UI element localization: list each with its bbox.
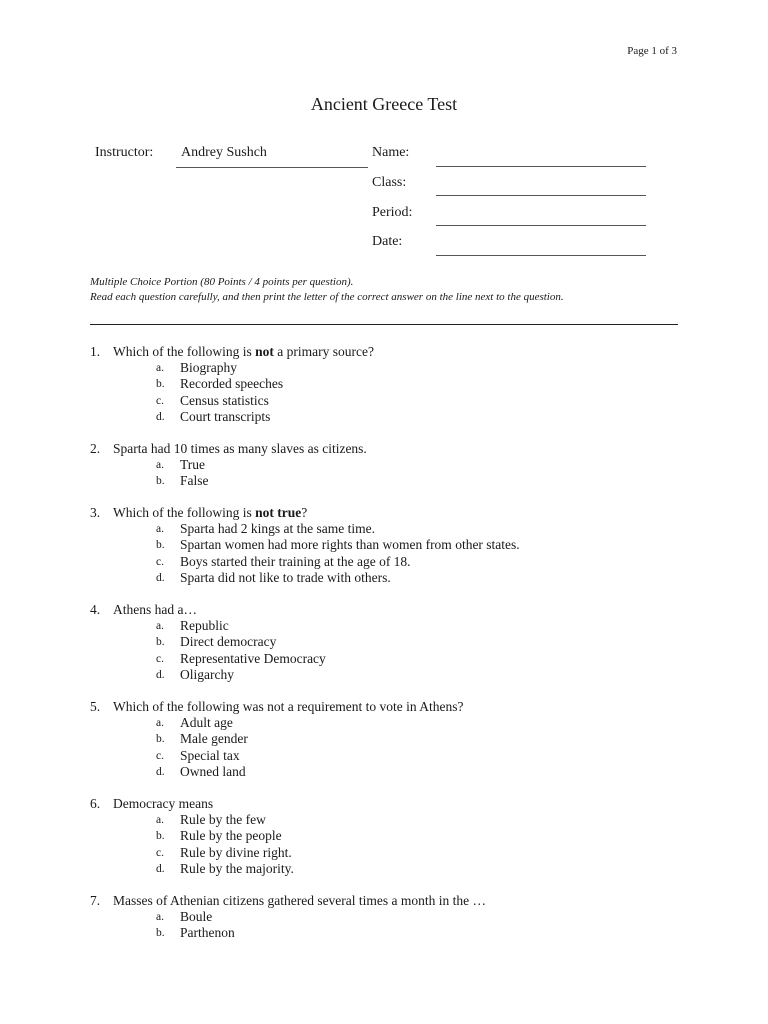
question-number: 4. [90, 602, 101, 617]
answer-option [156, 828, 690, 845]
question-stem [90, 602, 690, 618]
question-4 [90, 602, 690, 684]
option-text: False [180, 473, 209, 488]
question-stem [90, 699, 690, 715]
question-stem [90, 796, 690, 812]
section-divider [90, 324, 678, 325]
option-letter: a. [156, 619, 164, 632]
option-text: Male gender [180, 731, 248, 746]
answer-option [156, 764, 690, 781]
question-list [90, 344, 690, 957]
answer-options [156, 909, 690, 942]
option-text: Representative Democracy [180, 650, 326, 666]
option-letter: b. [156, 733, 165, 745]
period-label: Period: [372, 205, 413, 220]
instructions-line-1: Multiple Choice Portion (80 Points / 4 points per question). [90, 276, 354, 288]
student-info-block [0, 0, 768, 270]
option-letter: c. [156, 555, 164, 568]
instructor-name: Andrey Sushch [181, 145, 267, 160]
answer-option [156, 812, 690, 829]
option-text: Direct democracy [180, 634, 277, 649]
class-label: Class: [372, 175, 407, 190]
option-text: Sparta did not like to trade with others. [180, 570, 391, 585]
question-3 [90, 505, 690, 587]
question-stem [90, 505, 690, 521]
question-text [113, 893, 486, 909]
option-text: Boys started their training at the age of 18. [180, 553, 411, 569]
period-field-line[interactable] [436, 225, 646, 226]
question-6 [90, 796, 690, 878]
question-text-start: Which of the following is [113, 344, 256, 359]
question-emphasis: not true [255, 505, 302, 520]
option-text: Republic [180, 617, 229, 633]
question-stem [90, 344, 690, 360]
question-2 [90, 441, 690, 490]
instructor-underline [176, 167, 368, 168]
answer-option [156, 409, 690, 426]
page-title: Ancient Greece Test [310, 94, 458, 114]
option-text: Parthenon [180, 925, 235, 940]
option-letter: c. [156, 846, 164, 859]
question-text [113, 602, 197, 618]
question-text [113, 441, 367, 457]
option-letter: c. [156, 652, 164, 665]
option-text: Special tax [180, 747, 240, 763]
answer-options [156, 618, 690, 684]
option-letter: a. [156, 716, 164, 729]
answer-option [156, 845, 690, 862]
answer-option [156, 393, 690, 410]
question-text [113, 505, 307, 521]
question-number: 2. [90, 441, 101, 456]
question-text [113, 344, 374, 360]
question-text [113, 796, 213, 812]
date-label: Date: [372, 234, 403, 249]
answer-option [156, 376, 690, 393]
instructions-line-2: Read each question carefully, and then print the letter of the correct answer on the line next to the question. [90, 291, 564, 303]
question-text-start: Which of the following is [113, 505, 256, 520]
answer-options [156, 360, 690, 426]
question-number: 3. [90, 505, 101, 520]
option-text: Rule by the few [180, 811, 266, 827]
question-text-start: Masses of Athenian citizens gathered several times a month in the … [113, 893, 487, 908]
answer-option [156, 861, 690, 878]
option-text: Sparta had 2 kings at the same time. [180, 520, 375, 536]
answer-option [156, 634, 690, 651]
option-text: Adult age [180, 714, 233, 730]
option-text: Court transcripts [180, 409, 271, 424]
option-letter: b. [156, 378, 165, 390]
option-letter: b. [156, 539, 165, 551]
option-text: Recorded speeches [180, 376, 284, 391]
option-letter: d. [156, 669, 165, 681]
option-letter: c. [156, 749, 164, 762]
question-number: 1. [90, 344, 101, 359]
option-text: Oligarchy [180, 667, 234, 682]
question-text-start: Sparta had 10 times as many slaves as citizens. [113, 441, 367, 456]
option-text: True [180, 456, 206, 472]
option-letter: d. [156, 411, 165, 423]
question-text [113, 699, 464, 715]
instructor-label: Instructor: [95, 145, 154, 160]
option-letter: a. [156, 458, 164, 471]
instructions [90, 275, 564, 305]
answer-options [156, 521, 690, 587]
option-text: Spartan women had more rights than women from other states. [180, 537, 520, 552]
question-number: 5. [90, 699, 101, 714]
answer-option [156, 570, 690, 587]
page-number: Page 1 of 3 [627, 45, 677, 57]
option-letter: d. [156, 863, 165, 875]
option-letter: b. [156, 475, 165, 487]
answer-option [156, 618, 690, 635]
answer-option [156, 521, 690, 538]
answer-option [156, 537, 690, 554]
answer-option [156, 731, 690, 748]
question-5 [90, 699, 690, 781]
date-field-line[interactable] [436, 255, 646, 256]
question-stem [90, 441, 690, 457]
question-1 [90, 344, 690, 426]
name-label: Name: [372, 145, 410, 160]
option-letter: b. [156, 927, 165, 939]
question-text-start: Democracy means [113, 796, 214, 811]
question-number: 6. [90, 796, 101, 811]
option-letter: a. [156, 813, 164, 826]
answer-options [156, 457, 690, 490]
answer-option [156, 909, 690, 926]
option-letter: a. [156, 910, 164, 923]
option-letter: a. [156, 361, 164, 374]
question-number: 7. [90, 893, 101, 908]
answer-option [156, 748, 690, 765]
option-letter: d. [156, 766, 165, 778]
option-text: Rule by divine right. [180, 844, 292, 860]
class-field-line[interactable] [436, 195, 646, 196]
answer-option [156, 667, 690, 684]
option-text: Boule [180, 908, 213, 924]
question-7 [90, 893, 690, 942]
option-text: Biography [180, 359, 237, 375]
question-text-start: Which of the following was not a requirement to vote in Athens? [113, 699, 464, 714]
option-text: Owned land [180, 764, 246, 779]
answer-option [156, 457, 690, 474]
question-text-start: Athens had a… [113, 602, 197, 617]
answer-option [156, 554, 690, 571]
option-text: Rule by the majority. [180, 861, 294, 876]
answer-options [156, 812, 690, 878]
answer-option [156, 925, 690, 942]
answer-option [156, 360, 690, 377]
question-text-end: a primary source? [273, 344, 374, 359]
option-text: Rule by the people [180, 828, 282, 843]
option-text: Census statistics [180, 392, 269, 408]
question-stem [90, 893, 690, 909]
question-text-end: ? [301, 505, 308, 520]
question-emphasis: not [255, 344, 274, 359]
answer-option [156, 715, 690, 732]
answer-option [156, 651, 690, 668]
option-letter: c. [156, 394, 164, 407]
option-letter: d. [156, 572, 165, 584]
option-letter: a. [156, 522, 164, 535]
answer-options [156, 715, 690, 781]
option-letter: b. [156, 636, 165, 648]
name-field-line[interactable] [436, 166, 646, 167]
answer-option [156, 473, 690, 490]
option-letter: b. [156, 830, 165, 842]
